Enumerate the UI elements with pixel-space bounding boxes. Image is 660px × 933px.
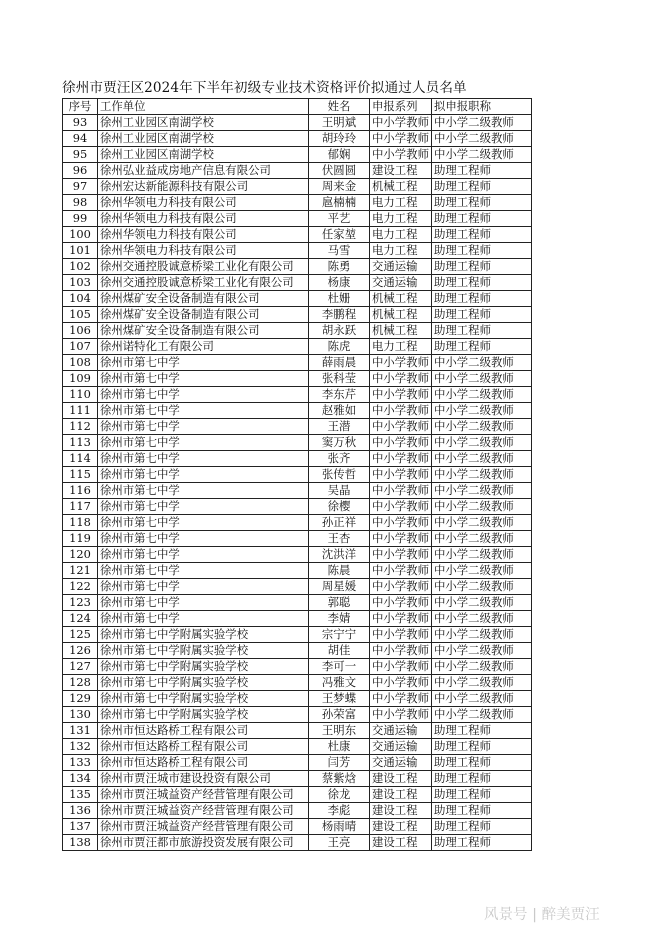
cell-series: 中小学教师 bbox=[370, 611, 432, 627]
cell-title: 中小学二级教师 bbox=[432, 467, 532, 483]
cell-title: 助理工程师 bbox=[432, 179, 532, 195]
cell-seq: 109 bbox=[63, 371, 98, 387]
cell-series: 机械工程 bbox=[370, 179, 432, 195]
cell-seq: 124 bbox=[63, 611, 98, 627]
cell-name: 周星媛 bbox=[309, 579, 370, 595]
cell-series: 交通运输 bbox=[370, 259, 432, 275]
cell-series: 电力工程 bbox=[370, 227, 432, 243]
table-row bbox=[63, 515, 532, 531]
table-row bbox=[63, 163, 532, 179]
cell-title: 助理工程师 bbox=[432, 291, 532, 307]
header-series: 申报系列 bbox=[370, 99, 432, 115]
cell-seq: 130 bbox=[63, 707, 98, 723]
cell-seq: 110 bbox=[63, 387, 98, 403]
cell-title: 中小学二级教师 bbox=[432, 355, 532, 371]
cell-title: 助理工程师 bbox=[432, 227, 532, 243]
cell-title: 中小学二级教师 bbox=[432, 707, 532, 723]
cell-series: 中小学教师 bbox=[370, 515, 432, 531]
cell-seq: 127 bbox=[63, 659, 98, 675]
header-title: 拟申报职称 bbox=[432, 99, 532, 115]
cell-unit: 徐州市第七中学 bbox=[98, 483, 309, 499]
table-row bbox=[63, 547, 532, 563]
cell-name: 杨雨晴 bbox=[309, 819, 370, 835]
cell-title: 中小学二级教师 bbox=[432, 547, 532, 563]
cell-seq: 138 bbox=[63, 835, 98, 851]
table-row bbox=[63, 755, 532, 771]
cell-title: 助理工程师 bbox=[432, 819, 532, 835]
cell-title: 助理工程师 bbox=[432, 195, 532, 211]
table-row bbox=[63, 819, 532, 835]
cell-title: 中小学二级教师 bbox=[432, 611, 532, 627]
cell-name: 郁娴 bbox=[309, 147, 370, 163]
table-row bbox=[63, 435, 532, 451]
table-row bbox=[63, 339, 532, 355]
cell-seq: 99 bbox=[63, 211, 98, 227]
cell-series: 中小学教师 bbox=[370, 627, 432, 643]
cell-unit: 徐州市第七中学附属实验学校 bbox=[98, 707, 309, 723]
cell-seq: 119 bbox=[63, 531, 98, 547]
cell-title: 中小学二级教师 bbox=[432, 675, 532, 691]
cell-title: 中小学二级教师 bbox=[432, 579, 532, 595]
cell-name: 薛雨晨 bbox=[309, 355, 370, 371]
cell-title: 中小学二级教师 bbox=[432, 483, 532, 499]
table-row bbox=[63, 483, 532, 499]
cell-name: 周来金 bbox=[309, 179, 370, 195]
cell-unit: 徐州市第七中学附属实验学校 bbox=[98, 627, 309, 643]
cell-title: 中小学二级教师 bbox=[432, 419, 532, 435]
cell-unit: 徐州工业园区南湖学校 bbox=[98, 131, 309, 147]
table-row bbox=[63, 371, 532, 387]
cell-name: 孙正祥 bbox=[309, 515, 370, 531]
cell-title: 中小学二级教师 bbox=[432, 147, 532, 163]
cell-unit: 徐州市第七中学 bbox=[98, 467, 309, 483]
cell-seq: 93 bbox=[63, 115, 98, 131]
cell-seq: 118 bbox=[63, 515, 98, 531]
cell-name: 胡玲玲 bbox=[309, 131, 370, 147]
table-row bbox=[63, 131, 532, 147]
cell-seq: 111 bbox=[63, 403, 98, 419]
table-row bbox=[63, 643, 532, 659]
cell-name: 王梦蝶 bbox=[309, 691, 370, 707]
cell-name: 胡永跃 bbox=[309, 323, 370, 339]
cell-seq: 97 bbox=[63, 179, 98, 195]
watermark-text: 风景号 | 醉美贾汪 bbox=[484, 907, 600, 923]
cell-seq: 116 bbox=[63, 483, 98, 499]
cell-unit: 徐州市第七中学 bbox=[98, 579, 309, 595]
cell-seq: 115 bbox=[63, 467, 98, 483]
table-row bbox=[63, 211, 532, 227]
cell-name: 李东芹 bbox=[309, 387, 370, 403]
cell-seq: 95 bbox=[63, 147, 98, 163]
cell-name: 伏圆圆 bbox=[309, 163, 370, 179]
cell-series: 中小学教师 bbox=[370, 387, 432, 403]
table-row bbox=[63, 467, 532, 483]
table-body bbox=[63, 115, 532, 851]
table-row bbox=[63, 707, 532, 723]
cell-unit: 徐州市第七中学 bbox=[98, 531, 309, 547]
cell-name: 李可一 bbox=[309, 659, 370, 675]
cell-series: 中小学教师 bbox=[370, 547, 432, 563]
cell-seq: 100 bbox=[63, 227, 98, 243]
cell-name: 王亮 bbox=[309, 835, 370, 851]
cell-seq: 103 bbox=[63, 275, 98, 291]
table-row bbox=[63, 579, 532, 595]
cell-unit: 徐州市恒达路桥工程有限公司 bbox=[98, 739, 309, 755]
table-row bbox=[63, 147, 532, 163]
cell-title: 中小学二级教师 bbox=[432, 131, 532, 147]
cell-seq: 107 bbox=[63, 339, 98, 355]
table-row bbox=[63, 275, 532, 291]
cell-title: 助理工程师 bbox=[432, 723, 532, 739]
cell-series: 建设工程 bbox=[370, 163, 432, 179]
cell-seq: 136 bbox=[63, 803, 98, 819]
cell-series: 中小学教师 bbox=[370, 403, 432, 419]
cell-series: 中小学教师 bbox=[370, 131, 432, 147]
cell-seq: 108 bbox=[63, 355, 98, 371]
table-row bbox=[63, 739, 532, 755]
cell-title: 中小学二级教师 bbox=[432, 643, 532, 659]
cell-unit: 徐州市第七中学 bbox=[98, 563, 309, 579]
cell-series: 电力工程 bbox=[370, 243, 432, 259]
cell-seq: 112 bbox=[63, 419, 98, 435]
cell-seq: 122 bbox=[63, 579, 98, 595]
cell-series: 中小学教师 bbox=[370, 691, 432, 707]
cell-title: 中小学二级教师 bbox=[432, 115, 532, 131]
cell-unit: 徐州市第七中学附属实验学校 bbox=[98, 691, 309, 707]
cell-name: 郭聪 bbox=[309, 595, 370, 611]
cell-series: 电力工程 bbox=[370, 211, 432, 227]
cell-seq: 120 bbox=[63, 547, 98, 563]
cell-seq: 114 bbox=[63, 451, 98, 467]
cell-series: 中小学教师 bbox=[370, 147, 432, 163]
cell-series: 建设工程 bbox=[370, 835, 432, 851]
cell-title: 中小学二级教师 bbox=[432, 435, 532, 451]
cell-series: 建设工程 bbox=[370, 803, 432, 819]
cell-name: 沈洪洋 bbox=[309, 547, 370, 563]
cell-series: 中小学教师 bbox=[370, 435, 432, 451]
cell-unit: 徐州工业园区南湖学校 bbox=[98, 115, 309, 131]
cell-series: 中小学教师 bbox=[370, 483, 432, 499]
cell-series: 中小学教师 bbox=[370, 675, 432, 691]
table-row bbox=[63, 227, 532, 243]
cell-series: 中小学教师 bbox=[370, 467, 432, 483]
table-row bbox=[63, 323, 532, 339]
cell-name: 宗宁宁 bbox=[309, 627, 370, 643]
cell-unit: 徐州市贾汪城益资产经营管理有限公司 bbox=[98, 803, 309, 819]
cell-name: 杨康 bbox=[309, 275, 370, 291]
cell-title: 助理工程师 bbox=[432, 835, 532, 851]
cell-seq: 94 bbox=[63, 131, 98, 147]
cell-seq: 137 bbox=[63, 819, 98, 835]
cell-title: 中小学二级教师 bbox=[432, 563, 532, 579]
table-row bbox=[63, 307, 532, 323]
cell-name: 王潜 bbox=[309, 419, 370, 435]
cell-title: 中小学二级教师 bbox=[432, 451, 532, 467]
cell-unit: 徐州市第七中学 bbox=[98, 403, 309, 419]
cell-unit: 徐州交通控股诚意桥梁工业化有限公司 bbox=[98, 259, 309, 275]
table-row bbox=[63, 627, 532, 643]
cell-series: 交通运输 bbox=[370, 723, 432, 739]
cell-name: 孙荣富 bbox=[309, 707, 370, 723]
cell-series: 中小学教师 bbox=[370, 355, 432, 371]
cell-name: 蔡紫焓 bbox=[309, 771, 370, 787]
cell-title: 助理工程师 bbox=[432, 771, 532, 787]
cell-name: 赵雅如 bbox=[309, 403, 370, 419]
cell-unit: 徐州交通控股诚意桥梁工业化有限公司 bbox=[98, 275, 309, 291]
cell-series: 中小学教师 bbox=[370, 115, 432, 131]
cell-name: 李鹏程 bbox=[309, 307, 370, 323]
table-row bbox=[63, 595, 532, 611]
cell-unit: 徐州市第七中学 bbox=[98, 355, 309, 371]
document-title: 徐州市贾汪区2024年下半年初级专业技术资格评价拟通过人员名单 bbox=[62, 80, 467, 96]
cell-series: 交通运输 bbox=[370, 739, 432, 755]
cell-seq: 126 bbox=[63, 643, 98, 659]
header-name: 姓名 bbox=[309, 99, 370, 115]
cell-unit: 徐州华领电力科技有限公司 bbox=[98, 243, 309, 259]
table-row bbox=[63, 531, 532, 547]
cell-title: 助理工程师 bbox=[432, 163, 532, 179]
cell-series: 中小学教师 bbox=[370, 643, 432, 659]
table-row bbox=[63, 723, 532, 739]
cell-seq: 96 bbox=[63, 163, 98, 179]
table-row bbox=[63, 787, 532, 803]
cell-title: 助理工程师 bbox=[432, 787, 532, 803]
table-row bbox=[63, 403, 532, 419]
table-row bbox=[63, 563, 532, 579]
cell-series: 交通运输 bbox=[370, 755, 432, 771]
cell-seq: 113 bbox=[63, 435, 98, 451]
table-row bbox=[63, 771, 532, 787]
cell-unit: 徐州市第七中学附属实验学校 bbox=[98, 643, 309, 659]
cell-series: 机械工程 bbox=[370, 291, 432, 307]
cell-series: 中小学教师 bbox=[370, 451, 432, 467]
cell-seq: 133 bbox=[63, 755, 98, 771]
table-row bbox=[63, 659, 532, 675]
cell-seq: 134 bbox=[63, 771, 98, 787]
cell-unit: 徐州诺特化工有限公司 bbox=[98, 339, 309, 355]
cell-title: 助理工程师 bbox=[432, 803, 532, 819]
cell-name: 徐龙 bbox=[309, 787, 370, 803]
table-row bbox=[63, 675, 532, 691]
cell-title: 中小学二级教师 bbox=[432, 515, 532, 531]
table-row bbox=[63, 259, 532, 275]
cell-unit: 徐州宏达新能源科技有限公司 bbox=[98, 179, 309, 195]
cell-name: 窦万秋 bbox=[309, 435, 370, 451]
cell-name: 胡佳 bbox=[309, 643, 370, 659]
cell-title: 中小学二级教师 bbox=[432, 403, 532, 419]
cell-unit: 徐州华领电力科技有限公司 bbox=[98, 227, 309, 243]
cell-name: 陈虎 bbox=[309, 339, 370, 355]
cell-unit: 徐州市第七中学附属实验学校 bbox=[98, 675, 309, 691]
cell-unit: 徐州市第七中学 bbox=[98, 595, 309, 611]
cell-series: 中小学教师 bbox=[370, 563, 432, 579]
cell-series: 建设工程 bbox=[370, 771, 432, 787]
cell-series: 中小学教师 bbox=[370, 707, 432, 723]
cell-name: 任家堃 bbox=[309, 227, 370, 243]
cell-series: 建设工程 bbox=[370, 787, 432, 803]
table-row bbox=[63, 195, 532, 211]
cell-unit: 徐州市第七中学 bbox=[98, 435, 309, 451]
cell-title: 助理工程师 bbox=[432, 243, 532, 259]
cell-name: 陈晨 bbox=[309, 563, 370, 579]
cell-unit: 徐州市第七中学 bbox=[98, 611, 309, 627]
cell-name: 杜康 bbox=[309, 739, 370, 755]
cell-name: 杜姗 bbox=[309, 291, 370, 307]
cell-title: 中小学二级教师 bbox=[432, 371, 532, 387]
cell-name: 冯雅文 bbox=[309, 675, 370, 691]
cell-series: 机械工程 bbox=[370, 323, 432, 339]
cell-series: 中小学教师 bbox=[370, 595, 432, 611]
cell-series: 中小学教师 bbox=[370, 531, 432, 547]
cell-title: 中小学二级教师 bbox=[432, 659, 532, 675]
cell-unit: 徐州市第七中学 bbox=[98, 451, 309, 467]
table-row bbox=[63, 835, 532, 851]
table-row bbox=[63, 179, 532, 195]
cell-title: 助理工程师 bbox=[432, 307, 532, 323]
cell-name: 王明东 bbox=[309, 723, 370, 739]
table-row bbox=[63, 451, 532, 467]
cell-unit: 徐州市第七中学 bbox=[98, 515, 309, 531]
cell-series: 中小学教师 bbox=[370, 499, 432, 515]
cell-unit: 徐州市第七中学 bbox=[98, 499, 309, 515]
cell-unit: 徐州市第七中学 bbox=[98, 419, 309, 435]
cell-series: 中小学教师 bbox=[370, 579, 432, 595]
table-row bbox=[63, 691, 532, 707]
cell-name: 张科莹 bbox=[309, 371, 370, 387]
cell-series: 电力工程 bbox=[370, 339, 432, 355]
header-unit: 工作单位 bbox=[98, 99, 309, 115]
cell-seq: 135 bbox=[63, 787, 98, 803]
cell-series: 交通运输 bbox=[370, 275, 432, 291]
cell-series: 中小学教师 bbox=[370, 419, 432, 435]
table-row bbox=[63, 243, 532, 259]
cell-name: 李婧 bbox=[309, 611, 370, 627]
cell-unit: 徐州市贾汪城益资产经营管理有限公司 bbox=[98, 787, 309, 803]
cell-unit: 徐州煤矿安全设备制造有限公司 bbox=[98, 307, 309, 323]
cell-unit: 徐州华领电力科技有限公司 bbox=[98, 195, 309, 211]
cell-seq: 123 bbox=[63, 595, 98, 611]
cell-name: 马雪 bbox=[309, 243, 370, 259]
cell-title: 中小学二级教师 bbox=[432, 499, 532, 515]
cell-unit: 徐州市第七中学 bbox=[98, 371, 309, 387]
cell-title: 中小学二级教师 bbox=[432, 387, 532, 403]
cell-seq: 101 bbox=[63, 243, 98, 259]
cell-seq: 121 bbox=[63, 563, 98, 579]
cell-unit: 徐州工业园区南湖学校 bbox=[98, 147, 309, 163]
cell-title: 助理工程师 bbox=[432, 259, 532, 275]
cell-unit: 徐州市贾汪城市建设投资有限公司 bbox=[98, 771, 309, 787]
cell-title: 助理工程师 bbox=[432, 739, 532, 755]
cell-unit: 徐州华领电力科技有限公司 bbox=[98, 211, 309, 227]
cell-unit: 徐州市第七中学 bbox=[98, 547, 309, 563]
cell-seq: 131 bbox=[63, 723, 98, 739]
roster-table bbox=[62, 98, 532, 851]
cell-unit: 徐州市第七中学 bbox=[98, 387, 309, 403]
cell-title: 助理工程师 bbox=[432, 755, 532, 771]
cell-name: 陈勇 bbox=[309, 259, 370, 275]
cell-title: 助理工程师 bbox=[432, 211, 532, 227]
cell-seq: 106 bbox=[63, 323, 98, 339]
cell-seq: 132 bbox=[63, 739, 98, 755]
table-row bbox=[63, 419, 532, 435]
cell-name: 吴晶 bbox=[309, 483, 370, 499]
cell-title: 中小学二级教师 bbox=[432, 595, 532, 611]
table-header-row bbox=[63, 99, 532, 115]
cell-unit: 徐州市贾汪都市旅游投资发展有限公司 bbox=[98, 835, 309, 851]
cell-unit: 徐州市恒达路桥工程有限公司 bbox=[98, 723, 309, 739]
cell-name: 平艺 bbox=[309, 211, 370, 227]
cell-title: 助理工程师 bbox=[432, 339, 532, 355]
cell-title: 助理工程师 bbox=[432, 275, 532, 291]
cell-seq: 129 bbox=[63, 691, 98, 707]
cell-title: 中小学二级教师 bbox=[432, 627, 532, 643]
cell-unit: 徐州煤矿安全设备制造有限公司 bbox=[98, 323, 309, 339]
cell-name: 徐樱 bbox=[309, 499, 370, 515]
cell-series: 中小学教师 bbox=[370, 659, 432, 675]
cell-unit: 徐州市第七中学附属实验学校 bbox=[98, 659, 309, 675]
cell-seq: 102 bbox=[63, 259, 98, 275]
cell-series: 电力工程 bbox=[370, 195, 432, 211]
cell-seq: 117 bbox=[63, 499, 98, 515]
cell-name: 李彪 bbox=[309, 803, 370, 819]
cell-seq: 125 bbox=[63, 627, 98, 643]
cell-seq: 98 bbox=[63, 195, 98, 211]
table-row bbox=[63, 499, 532, 515]
cell-title: 助理工程师 bbox=[432, 323, 532, 339]
cell-series: 建设工程 bbox=[370, 819, 432, 835]
cell-name: 张齐 bbox=[309, 451, 370, 467]
cell-name: 王杏 bbox=[309, 531, 370, 547]
cell-name: 张传哲 bbox=[309, 467, 370, 483]
cell-seq: 128 bbox=[63, 675, 98, 691]
cell-series: 机械工程 bbox=[370, 307, 432, 323]
cell-series: 中小学教师 bbox=[370, 371, 432, 387]
cell-name: 扈楠楠 bbox=[309, 195, 370, 211]
table-row bbox=[63, 291, 532, 307]
cell-seq: 105 bbox=[63, 307, 98, 323]
cell-unit: 徐州弘业益成房地产信息有限公司 bbox=[98, 163, 309, 179]
table-row bbox=[63, 115, 532, 131]
cell-name: 闫芳 bbox=[309, 755, 370, 771]
table-row bbox=[63, 611, 532, 627]
cell-name: 王明斌 bbox=[309, 115, 370, 131]
table-row bbox=[63, 355, 532, 371]
cell-title: 中小学二级教师 bbox=[432, 691, 532, 707]
cell-title: 中小学二级教师 bbox=[432, 531, 532, 547]
header-seq: 序号 bbox=[63, 99, 98, 115]
cell-unit: 徐州市贾汪城益资产经营管理有限公司 bbox=[98, 819, 309, 835]
cell-seq: 104 bbox=[63, 291, 98, 307]
table-row bbox=[63, 803, 532, 819]
cell-unit: 徐州市恒达路桥工程有限公司 bbox=[98, 755, 309, 771]
cell-unit: 徐州煤矿安全设备制造有限公司 bbox=[98, 291, 309, 307]
table-row bbox=[63, 387, 532, 403]
